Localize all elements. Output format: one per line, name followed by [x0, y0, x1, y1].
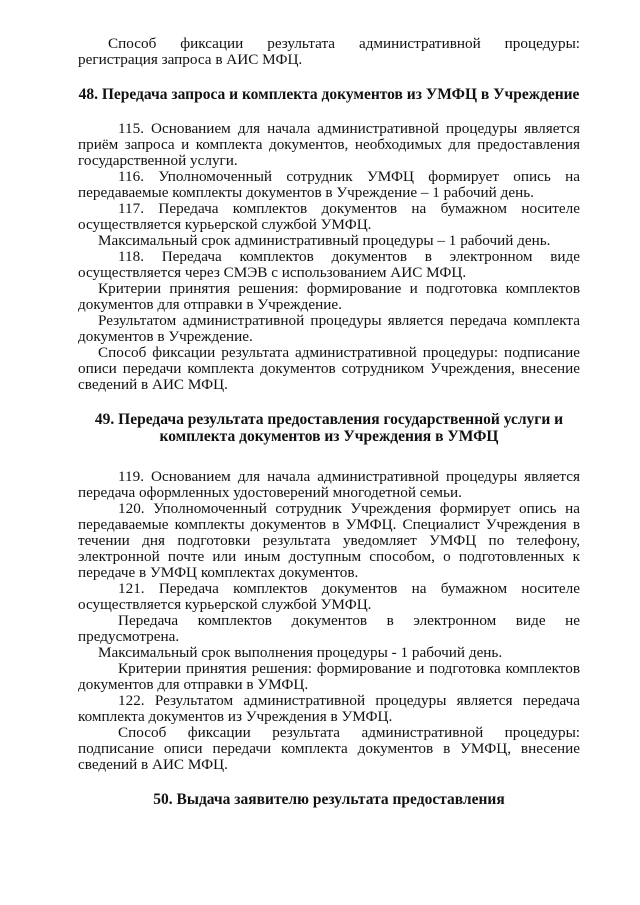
- max-term-paragraph-2: Максимальный срок выполнения процедуры - 1 рабочий день.: [98, 644, 503, 661]
- paragraph-120: 120. Уполномоченный сотрудник Учреждения формирует опись на передаваемые комплекты документов в УМФЦ. Специалист Учреждения в течении дня подготовки результата уведомляет УМФЦ по телефону, электронной почте или иным доступным способом, о подготовленных к передаче в УМФЦ комплектах документов.: [78, 500, 580, 581]
- paragraph-119: 119. Основанием для начала административной процедуры является передача оформленных удостоверений многодетной семьи.: [78, 468, 580, 501]
- paragraph-115: 115. Основанием для начала административной процедуры является приём запроса и комплекта документов, необходимых для предоставления государственной услуги.: [78, 120, 580, 169]
- paragraph-122: 122. Результатом административной процедуры является передача комплекта документов из Учреждения в УМФЦ.: [78, 692, 580, 725]
- paragraph-117: 117. Передача комплектов документов на бумажном носителе осуществляется курьерской службой УМФЦ.: [78, 200, 580, 233]
- fixation-paragraph: Способ фиксации результата административной процедуры: подписание описи передачи комплекта документов сотрудником Учреждения, внесение сведений в АИС МФЦ.: [78, 344, 580, 393]
- result-paragraph: Результатом административной процедуры является передача комплекта документов в Учреждение.: [78, 312, 580, 345]
- section-48-heading: 48. Передача запроса и комплекта документов из УМФЦ в Учреждение: [78, 86, 580, 103]
- fixation-paragraph-2: Способ фиксации результата административной процедуры: подписание описи передачи комплекта документов в УМФЦ, внесение сведений в АИС МФЦ.: [78, 724, 580, 773]
- criteria-paragraph: Критерии принятия решения: формирование и подготовка комплектов документов для отправки в Учреждение.: [78, 280, 580, 313]
- section-50-heading: 50. Выдача заявителю результата предоставления: [153, 791, 505, 808]
- max-term-paragraph: Максимальный срок административный процедуры – 1 рабочий день.: [98, 232, 551, 249]
- section-49-heading: 49. Передача результата предоставления государственной услуги и комплекта документов из Учреждения в УМФЦ: [94, 411, 564, 445]
- fixation-method-paragraph: Способ фиксации результата административной процедуры: регистрация запроса в АИС МФЦ.: [78, 35, 580, 68]
- electronic-transfer-paragraph: Передача комплектов документов в электронном виде не предусмотрена.: [78, 612, 580, 645]
- criteria-paragraph-2: Критерии принятия решения: формирование и подготовка комплектов документов для отправки в УМФЦ.: [78, 660, 580, 693]
- paragraph-116: 116. Уполномоченный сотрудник УМФЦ формирует опись на передаваемые комплекты документов в Учреждение – 1 рабочий день.: [78, 168, 580, 201]
- paragraph-121: 121. Передача комплектов документов на бумажном носителе осуществляется курьерской службой УМФЦ.: [78, 580, 580, 613]
- paragraph-118: 118. Передача комплектов документов в электронном виде осуществляется через СМЭВ с использованием АИС МФЦ.: [78, 248, 580, 281]
